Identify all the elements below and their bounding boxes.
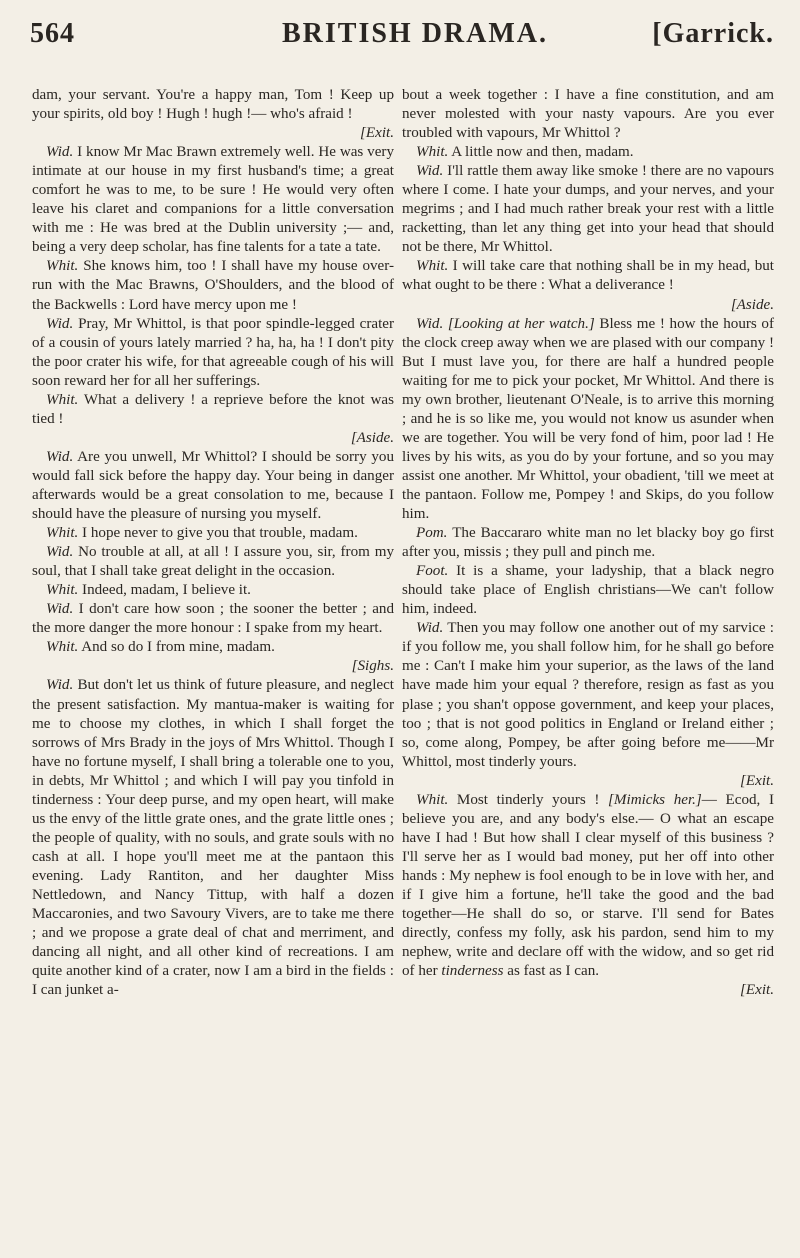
- continued-paragraph: [32, 86, 394, 124]
- speech-text: I'll rattle them away like smoke ! there are no vapours where I come. I hate your dumps, and your nerves, and your megrims ; and I had much rather break your rest with a little racketting, than let any thing get into your head that should not be there, Mr Whittol.: [402, 163, 774, 256]
- speech-text: I don't care how soon ; the sooner the better ; and the more danger the more honour : I spake from my heart.: [32, 601, 394, 637]
- speech-text: No trouble at all, at all ! I assure you, sir, from my soul, that I shall take great delight in the occasion.: [32, 544, 394, 580]
- speech-text: But don't let us think of future pleasure, and neglect the present satisfaction. My mantua-maker is waiting for me to choose my clothes, in which I shall forget the sorrows of Mrs Brady in the joys of Mrs Whittol. Though I have no fortune myself, I shall bring a tolerable one to you, in debts, Mr Whittol ; and which I will pay you tinfold in tinderness : Your deep purse, and my open heart, will make us the envy of the little grate ones, and the grate little ones ; the people of quality, with no souls, and grate souls with no cash at all. I hope you'll meet me at the pantaon this evening. Lady Rantiton, and her daughter Miss Nettledown, and Nancy Tittup, with half a dozen Maccaronies, and two Savoury Vivers, are to take me there ; and we propose a grate deal of chat and merriment, and dancing all night, and all other kind of recreations. I am quite another kind of a crater, now I am a bird in the fields : I can junket a-: [32, 677, 394, 999]
- speech-paragraph: [402, 257, 774, 314]
- speech-text: I hope never to give you that trouble, madam.: [78, 525, 358, 542]
- stage-direction: [Exit.: [740, 772, 774, 789]
- speech-paragraph: [32, 257, 394, 314]
- speech-text: bout a week together : I have a fine constitution, and am never molested with your nasty vapours. Are you ever troubled with vapours, Mr Whittol ?: [402, 87, 774, 142]
- speaker-name: Wid.: [46, 144, 74, 161]
- speaker-name: Wid.: [46, 601, 74, 618]
- running-title: BRITISH DRAMA.: [281, 18, 549, 49]
- speaker-name: Wid.: [416, 163, 444, 180]
- speaker-name: Whit.: [416, 144, 449, 161]
- left-text-column: [32, 86, 394, 1000]
- running-head: [30, 12, 780, 60]
- speaker-name: Pom.: [416, 525, 448, 542]
- stage-direction: [Exit.: [740, 982, 774, 999]
- speaker-name: Whit.: [46, 639, 79, 656]
- speech-paragraph: [402, 143, 774, 162]
- speaker-name: Wid.: [46, 677, 74, 694]
- speaker-name: Foot.: [416, 563, 449, 580]
- continued-paragraph: [402, 86, 774, 143]
- speech-text: — Ecod, I believe you are, and any body's else.— O what an escape have I had ! But how shall I clear myself of this business ? I'll serve her as I would bad money, put her off into other hands : My nephew is fool enough to be in love with her, and if I give him a fortune, he'll take the good and the bad together—He shall do so, or starve. I'll send for Bates directly, confess my folly, ask his pardon, send him to my nephew, write and declare off with the widow, and so get rid of her: [402, 791, 774, 980]
- speaker-name: Whit.: [46, 258, 79, 275]
- running-author-tag: [Garrick.: [652, 18, 774, 49]
- speech-paragraph: [402, 791, 774, 981]
- speech-paragraph: [402, 162, 774, 257]
- inline-stage-direction: [Looking at her watch.]: [443, 315, 595, 332]
- speech-text: And so do I from mine, madam.: [78, 639, 275, 656]
- speech-paragraph: [32, 638, 394, 657]
- inline-stage-direction: [Mimicks her.]: [599, 791, 702, 808]
- speaker-name: Whit.: [46, 582, 79, 599]
- speech-text: Then you may follow one another out of my sarvice : if you follow me, you shall follow him, for he shall go before me : Can't I make him your superior, as the laws of the land have made him your equal ? therefore, resign as fast as you plase ; you shan't oppose government, and keep your places, too ; that is not good politics in England or Ireland either ; so, come along, Pompey, be after going before me——Mr Whittol, most tinderly yours.: [402, 620, 774, 770]
- speech-paragraph: [32, 543, 394, 581]
- speech-paragraph: [32, 315, 394, 391]
- speaker-name: Wid.: [416, 620, 444, 637]
- speech-text: A little now and then, madam.: [448, 144, 634, 161]
- speaker-name: Whit.: [416, 791, 449, 808]
- speech-paragraph: [402, 619, 774, 771]
- speaker-name: Wid.: [46, 544, 74, 561]
- speech-paragraph: [32, 524, 394, 543]
- speech-text: Most tinderly yours !: [448, 791, 600, 808]
- speech-text: Pray, Mr Whittol, is that poor spindle-legged crater of a cousin of yours lately married ? ha, ha, ha ! I don't pity the poor crater his wife, for that agreeable cough of his will soon reward her for all her sufferings.: [32, 315, 394, 389]
- emphasized-word: tinderness: [441, 963, 504, 980]
- speech-text: The Baccararo white man no let blacky boy go first after you, missis ; they pull and pinch me.: [402, 525, 774, 561]
- speaker-name: Whit.: [46, 525, 79, 542]
- speaker-name: Wid.: [46, 315, 74, 332]
- speech-paragraph: [32, 391, 394, 448]
- speech-paragraph: [32, 143, 394, 257]
- speaker-name: Wid.: [416, 315, 444, 332]
- speech-text: Indeed, madam, I believe it.: [78, 582, 251, 599]
- speaker-name: Whit.: [416, 258, 449, 275]
- speech-paragraph: [32, 448, 394, 524]
- speech-paragraph: [402, 524, 774, 562]
- speech-text: It is a shame, your ladyship, that a black negro should take place of English christians—We can't follow him, indeed.: [402, 563, 774, 618]
- stage-direction: [Aside.: [730, 296, 774, 313]
- speech-paragraph: [402, 315, 774, 525]
- speech-paragraph: [402, 562, 774, 619]
- speech-text: What a delivery ! a reprieve before the knot was tied !: [32, 391, 394, 427]
- speech-text: I know Mr Mac Brawn extremely well. He was very intimate at our house in my first husband's time; a great comfort he was to me, to be sure ! He would very often leave his claret and companions for a little conversation with me : He was bred at the Dublin university ;— and, being a very deep scholar, has fine talents for a tate a tate.: [32, 144, 394, 256]
- speech-text: Are you unwell, Mr Whittol? I should be sorry you would fall sick before the happy day. Your being in danger afterwards would be a great consolation to me, because I should have the pleasure of nursing you myself.: [32, 448, 394, 523]
- speech-text: She knows him, too ! I shall have my house over-run with the Mac Brawns, O'Shoulders, and the blood of the Backwells : Lord have mercy upon me !: [32, 258, 394, 313]
- speech-paragraph: [32, 600, 394, 638]
- speech-text: as fast as I can.: [503, 963, 600, 980]
- speech-text: Bless me ! how the hours of the clock creep away when we are plased with our company ! But I must lave you, for there are half a hundred people waiting for me to pick your pocket, Mr Whittol. And there is my own brother, lieutenant O'Neale, is to arrive this morning ; and he is so like me, you would not know us asunder when we are together. You will be very fond of him, poor lad ! He lives by his wits, as you do by your fortune, and so you may assist one another. Mr Whittol, your obadient, 'till we meet at the pantaon. Follow me, Pompey ! and Skips, do you follow him.: [402, 315, 774, 523]
- speech-text: I will take care that nothing shall be in my head, but what ought to be there : What a deliverance !: [402, 258, 774, 294]
- page-number: 564: [30, 18, 75, 49]
- stage-direction: [Aside.: [350, 429, 394, 446]
- stage-direction: [Sighs.: [351, 658, 394, 675]
- speech-paragraph: [32, 676, 394, 1000]
- speech-text: dam, your servant. You're a happy man, Tom ! Keep up your spirits, old boy ! Hugh ! hugh !— who's afraid !: [32, 87, 394, 123]
- speaker-name: Whit.: [46, 391, 79, 408]
- speech-paragraph: [32, 581, 394, 600]
- stage-direction: [Exit.: [360, 125, 394, 142]
- right-text-column: [402, 86, 774, 1000]
- speaker-name: Wid.: [46, 448, 74, 465]
